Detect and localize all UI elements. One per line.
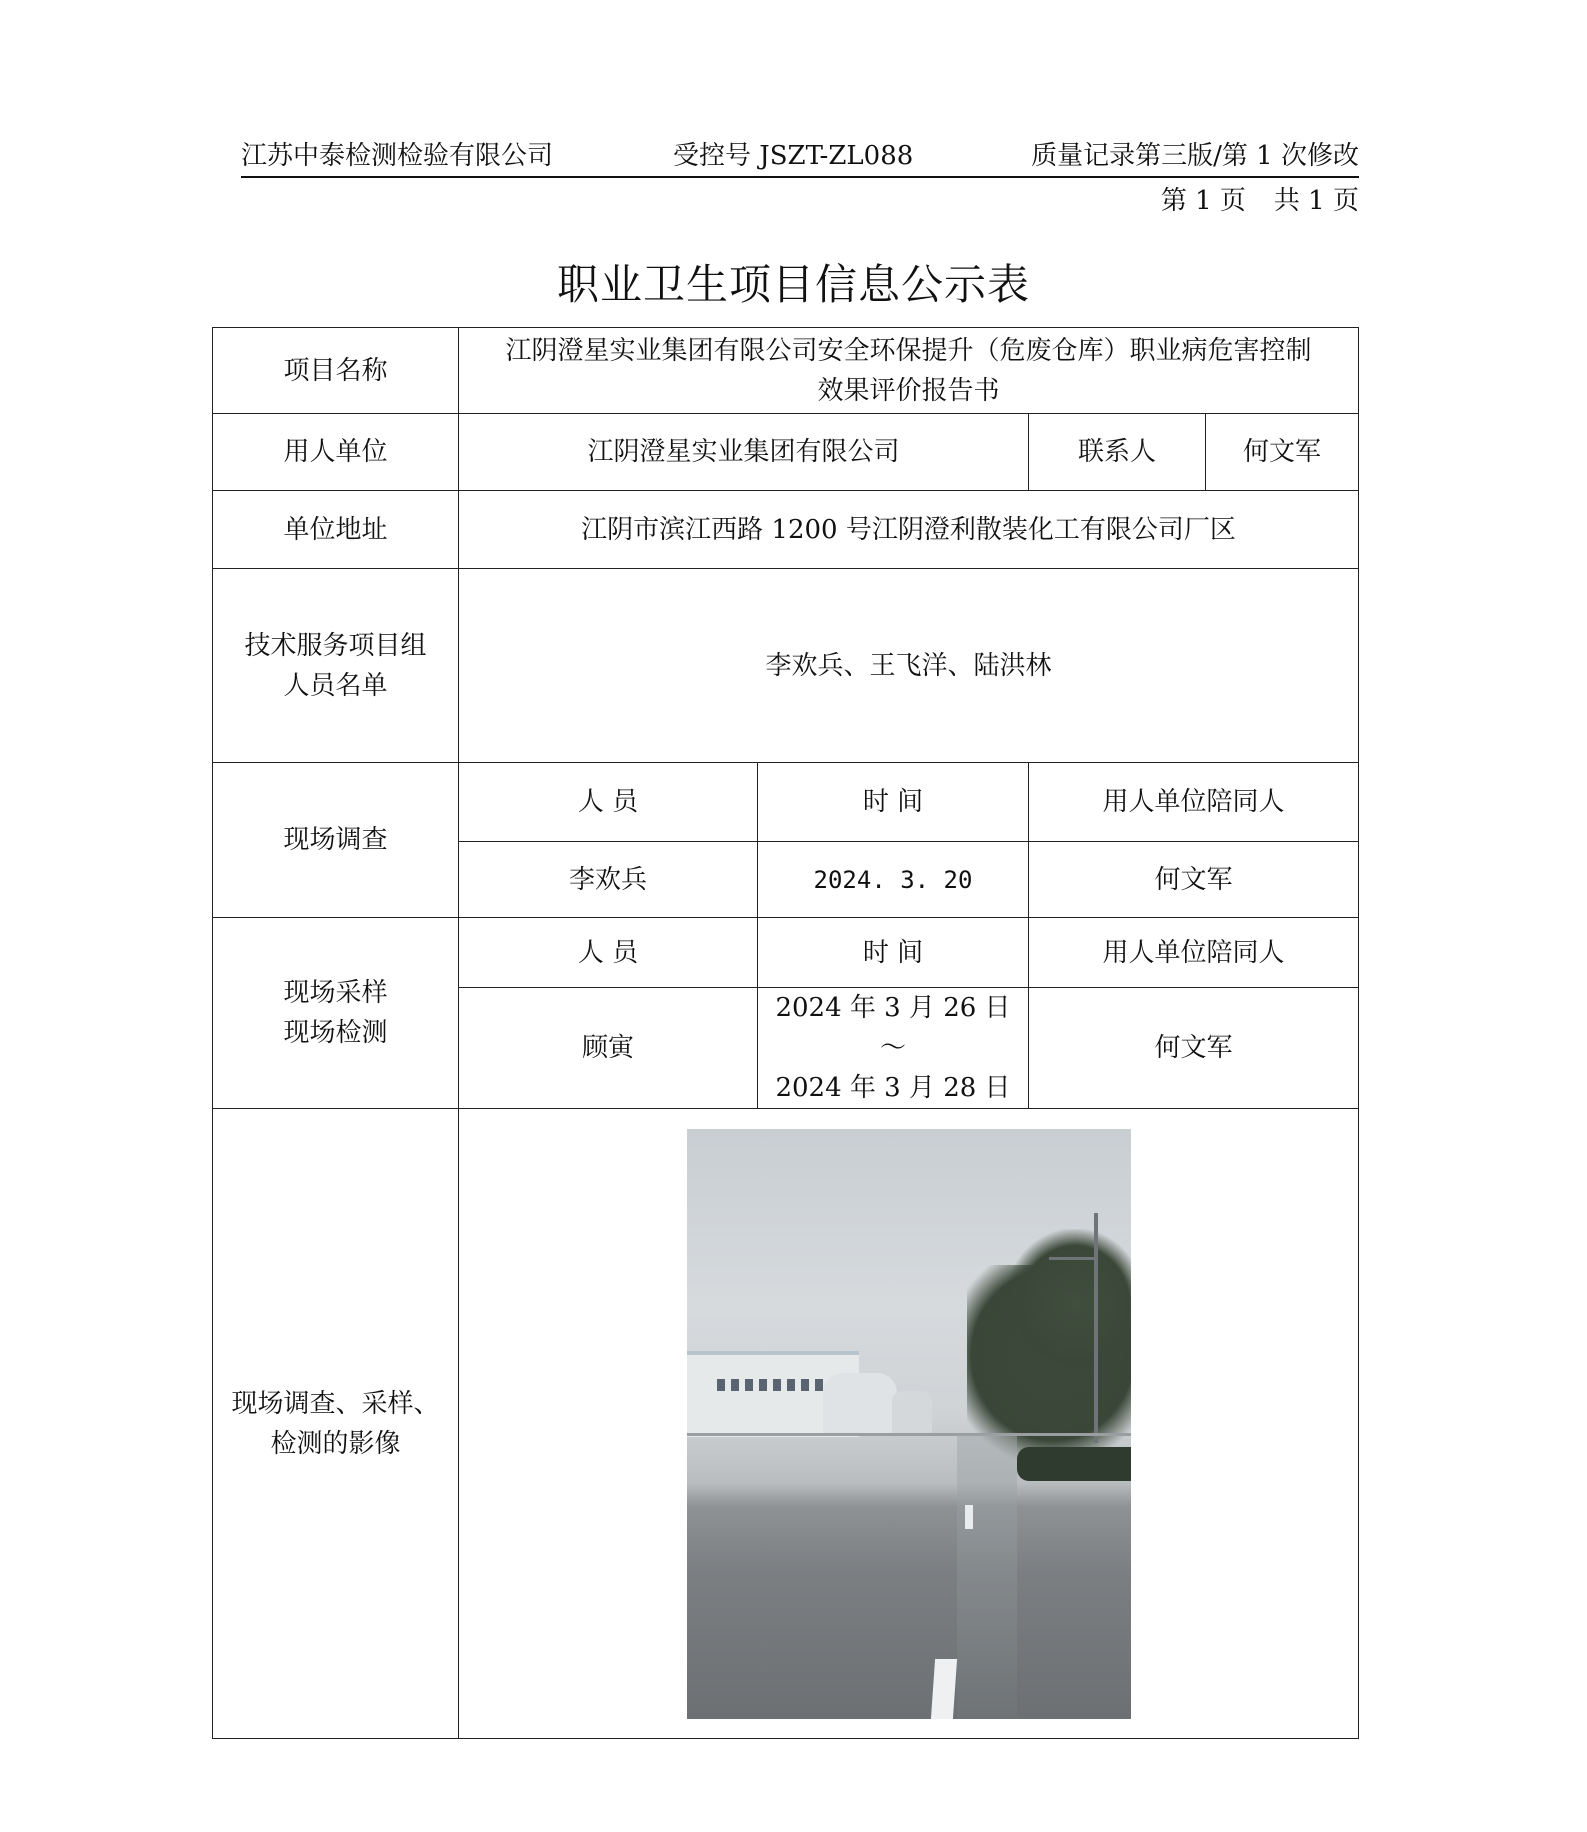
address-value: 江阴市滨江西路 1200 号江阴澄利散装化工有限公司厂区 [459, 491, 1359, 569]
survey-col-accompany: 用人单位陪同人 [1029, 763, 1359, 842]
photo-lane-marking-near [930, 1659, 956, 1719]
sampling-time [758, 988, 1029, 1109]
employer-value: 江阴澄星实业集团有限公司 [459, 414, 1029, 491]
employer-label: 用人单位 [213, 414, 459, 491]
row-project [213, 328, 1359, 414]
photo-warehouse-windows [717, 1379, 837, 1391]
contact-label: 联系人 [1029, 414, 1206, 491]
sampling-person: 顾寅 [459, 988, 758, 1109]
row-images [213, 1109, 1359, 1739]
team-value: 李欢兵、王飞洋、陆洪林 [459, 569, 1359, 763]
version-info: 质量记录第三版/第 1 次修改 [1031, 141, 1359, 171]
page-title: 职业卫生项目信息公示表 [556, 260, 1030, 309]
sampling-label [213, 918, 459, 1109]
images-label [213, 1109, 459, 1739]
photo-trees-upper [1005, 1229, 1131, 1379]
sampling-time-line1: 2024 年 3 月 26 日～ [775, 993, 1011, 1063]
info-table [212, 327, 1359, 1739]
photo-hedge [1017, 1447, 1131, 1481]
page-total: 共 1 页 [1273, 186, 1359, 216]
project-value-line2: 效果评价报告书 [817, 375, 1000, 406]
sampling-label-line1: 现场采样 [283, 978, 388, 1008]
address-label: 单位地址 [213, 491, 459, 569]
page-number: 第 1 页 [1160, 186, 1246, 216]
contact-value: 何文军 [1206, 414, 1359, 491]
sampling-label-line2: 现场检测 [283, 1018, 388, 1048]
row-employer [213, 414, 1359, 491]
photo-storage-tank [823, 1373, 897, 1433]
company-name: 江苏中泰检测检验有限公司 [241, 141, 554, 171]
row-team [213, 569, 1359, 763]
survey-person: 李欢兵 [459, 842, 758, 918]
images-cell [459, 1109, 1359, 1739]
project-value [459, 328, 1359, 414]
row-address [213, 491, 1359, 569]
row-sampling-header [213, 918, 1359, 988]
survey-accompany: 何文军 [1029, 842, 1359, 918]
sampling-col-accompany: 用人单位陪同人 [1029, 918, 1359, 988]
photo-lamp-pole [1094, 1213, 1098, 1443]
header-rule [241, 176, 1359, 178]
project-value-line1: 江阴澄星实业集团有限公司安全环保提升（危废仓库）职业病危害控制 [505, 335, 1312, 366]
row-survey-header [213, 763, 1359, 842]
sampling-time-line2: 2024 年 3 月 28 日 [775, 1073, 1011, 1103]
photo-lane-marking-far [965, 1505, 973, 1529]
images-label-line2: 检测的影像 [270, 1428, 401, 1459]
document-header [241, 135, 1359, 175]
sampling-accompany: 何文军 [1029, 988, 1359, 1109]
control-number: 受控号 JSZT-ZL088 [673, 141, 914, 171]
survey-col-time: 时 间 [758, 763, 1029, 842]
page-info [1161, 180, 1359, 217]
team-label [213, 569, 459, 763]
team-label-line1: 技术服务项目组 [244, 630, 427, 661]
sampling-col-time: 时 间 [758, 918, 1029, 988]
survey-col-person: 人 员 [459, 763, 758, 842]
project-label: 项目名称 [213, 328, 459, 414]
photo-road-edge [687, 1433, 1131, 1436]
photo-storage-tank-small [892, 1391, 932, 1433]
images-label-line1: 现场调查、采样、 [231, 1388, 440, 1419]
survey-label: 现场调查 [213, 763, 459, 918]
photo-wet-sheen [957, 1435, 1017, 1719]
site-photo [687, 1129, 1131, 1719]
survey-time: 2024. 3. 20 [758, 842, 1029, 918]
sampling-col-person: 人 员 [459, 918, 758, 988]
team-label-line2: 人员名单 [283, 670, 388, 701]
photo-lamp-arm [1049, 1257, 1095, 1260]
